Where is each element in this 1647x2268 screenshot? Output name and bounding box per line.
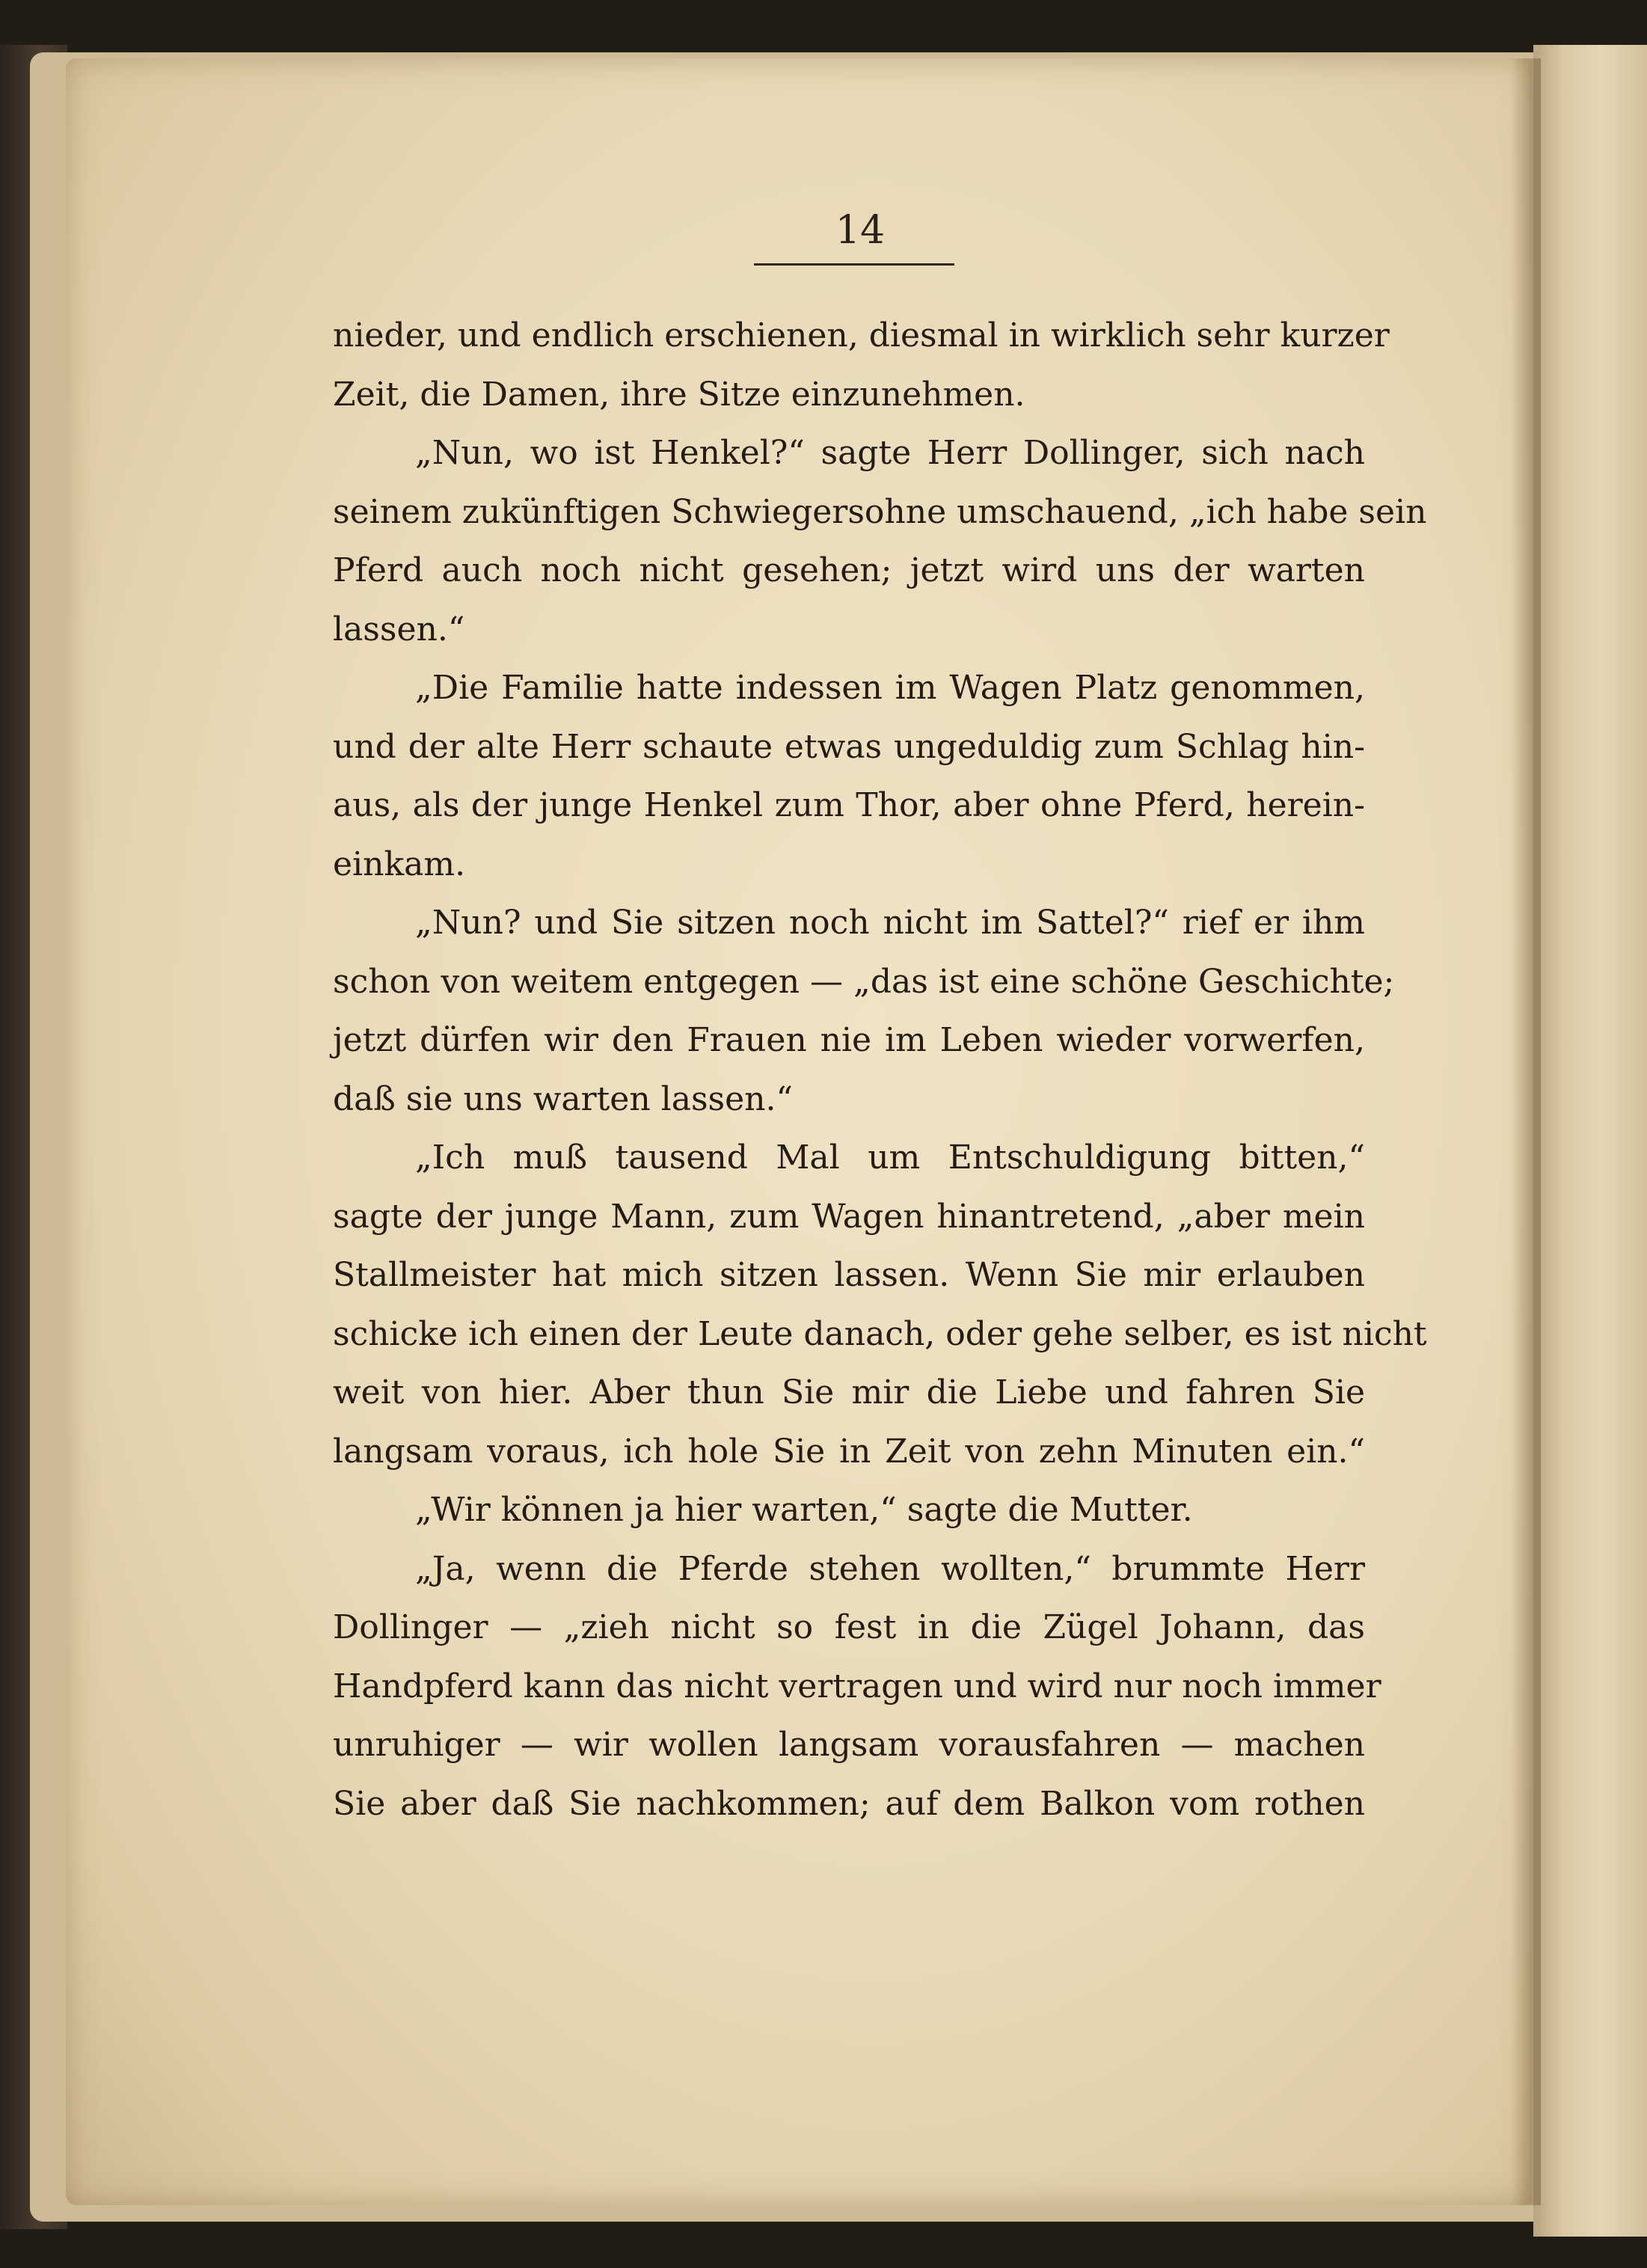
text-line: schon von weitem entgegen — „das ist eine schöne Geschichte; bbox=[333, 962, 1395, 1001]
page-gutter bbox=[1511, 58, 1541, 2205]
text-line: daß sie uns warten lassen.“ bbox=[333, 1079, 793, 1118]
text-line: „Ich muß tausend Mal um Entschuldigung bitten,“ bbox=[415, 1138, 1365, 1177]
text-line: sagte der junge Mann, zum Wagen hinantretend, „aber mein bbox=[333, 1197, 1365, 1236]
text-line: Dollinger — „zieh nicht so fest in die Zügel Johann, das bbox=[333, 1608, 1365, 1646]
text-line: „Ja, wenn die Pferde stehen wollten,“ brummte Herr bbox=[415, 1549, 1365, 1588]
text-line: Zeit, die Damen, ihre Sitze einzunehmen. bbox=[333, 375, 1025, 414]
body-text bbox=[333, 307, 1427, 1833]
text-line: schicke ich einen der Leute danach, oder gehe selber, es ist nicht bbox=[333, 1314, 1427, 1353]
header-rule bbox=[754, 263, 954, 266]
text-line: einkam. bbox=[333, 845, 466, 883]
text-line: „Nun, wo ist Henkel?“ sagte Herr Dollinger, sich nach bbox=[415, 434, 1365, 472]
text-line: und der alte Herr schaute etwas ungeduldig zum Schlag hin- bbox=[333, 727, 1365, 766]
text-line: seinem zukünftigen Schwiegersohne umschauend, „ich habe sein bbox=[333, 492, 1427, 531]
page-number: 14 bbox=[835, 208, 886, 253]
text-line: langsam voraus, ich hole Sie in Zeit von zehn Minuten ein.“ bbox=[333, 1432, 1365, 1471]
text-line: lassen.“ bbox=[333, 610, 465, 649]
text-line: weit von hier. Aber thun Sie mir die Liebe und fahren Sie bbox=[333, 1373, 1365, 1412]
text-line: jetzt dürfen wir den Frauen nie im Leben wieder vorwerfen, bbox=[333, 1021, 1365, 1059]
text-line: nieder, und endlich erschienen, diesmal in wirklich sehr kurzer bbox=[333, 316, 1390, 355]
text-line: Pferd auch noch nicht gesehen; jetzt wird uns der warten bbox=[333, 551, 1365, 589]
text-line: „Wir können ja hier warten,“ sagte die Mutter. bbox=[415, 1491, 1193, 1529]
text-line: Stallmeister hat mich sitzen lassen. Wenn Sie mir erlauben bbox=[333, 1256, 1365, 1294]
text-line: unruhiger — wir wollen langsam vorausfahren — machen bbox=[333, 1726, 1365, 1764]
text-line: „Nun? und Sie sitzen noch nicht im Sattel?“ rief er ihm bbox=[415, 904, 1365, 942]
text-line: Sie aber daß Sie nachkommen; auf dem Balkon vom rothen bbox=[333, 1784, 1365, 1823]
text-line: aus, als der junge Henkel zum Thor, aber ohne Pferd, herein- bbox=[333, 786, 1365, 824]
text-line: „Die Familie hatte indessen im Wagen Platz genommen, bbox=[415, 669, 1365, 707]
text-line: Handpferd kann das nicht vertragen und wird nur noch immer bbox=[333, 1667, 1381, 1705]
facing-board bbox=[1533, 45, 1647, 2237]
